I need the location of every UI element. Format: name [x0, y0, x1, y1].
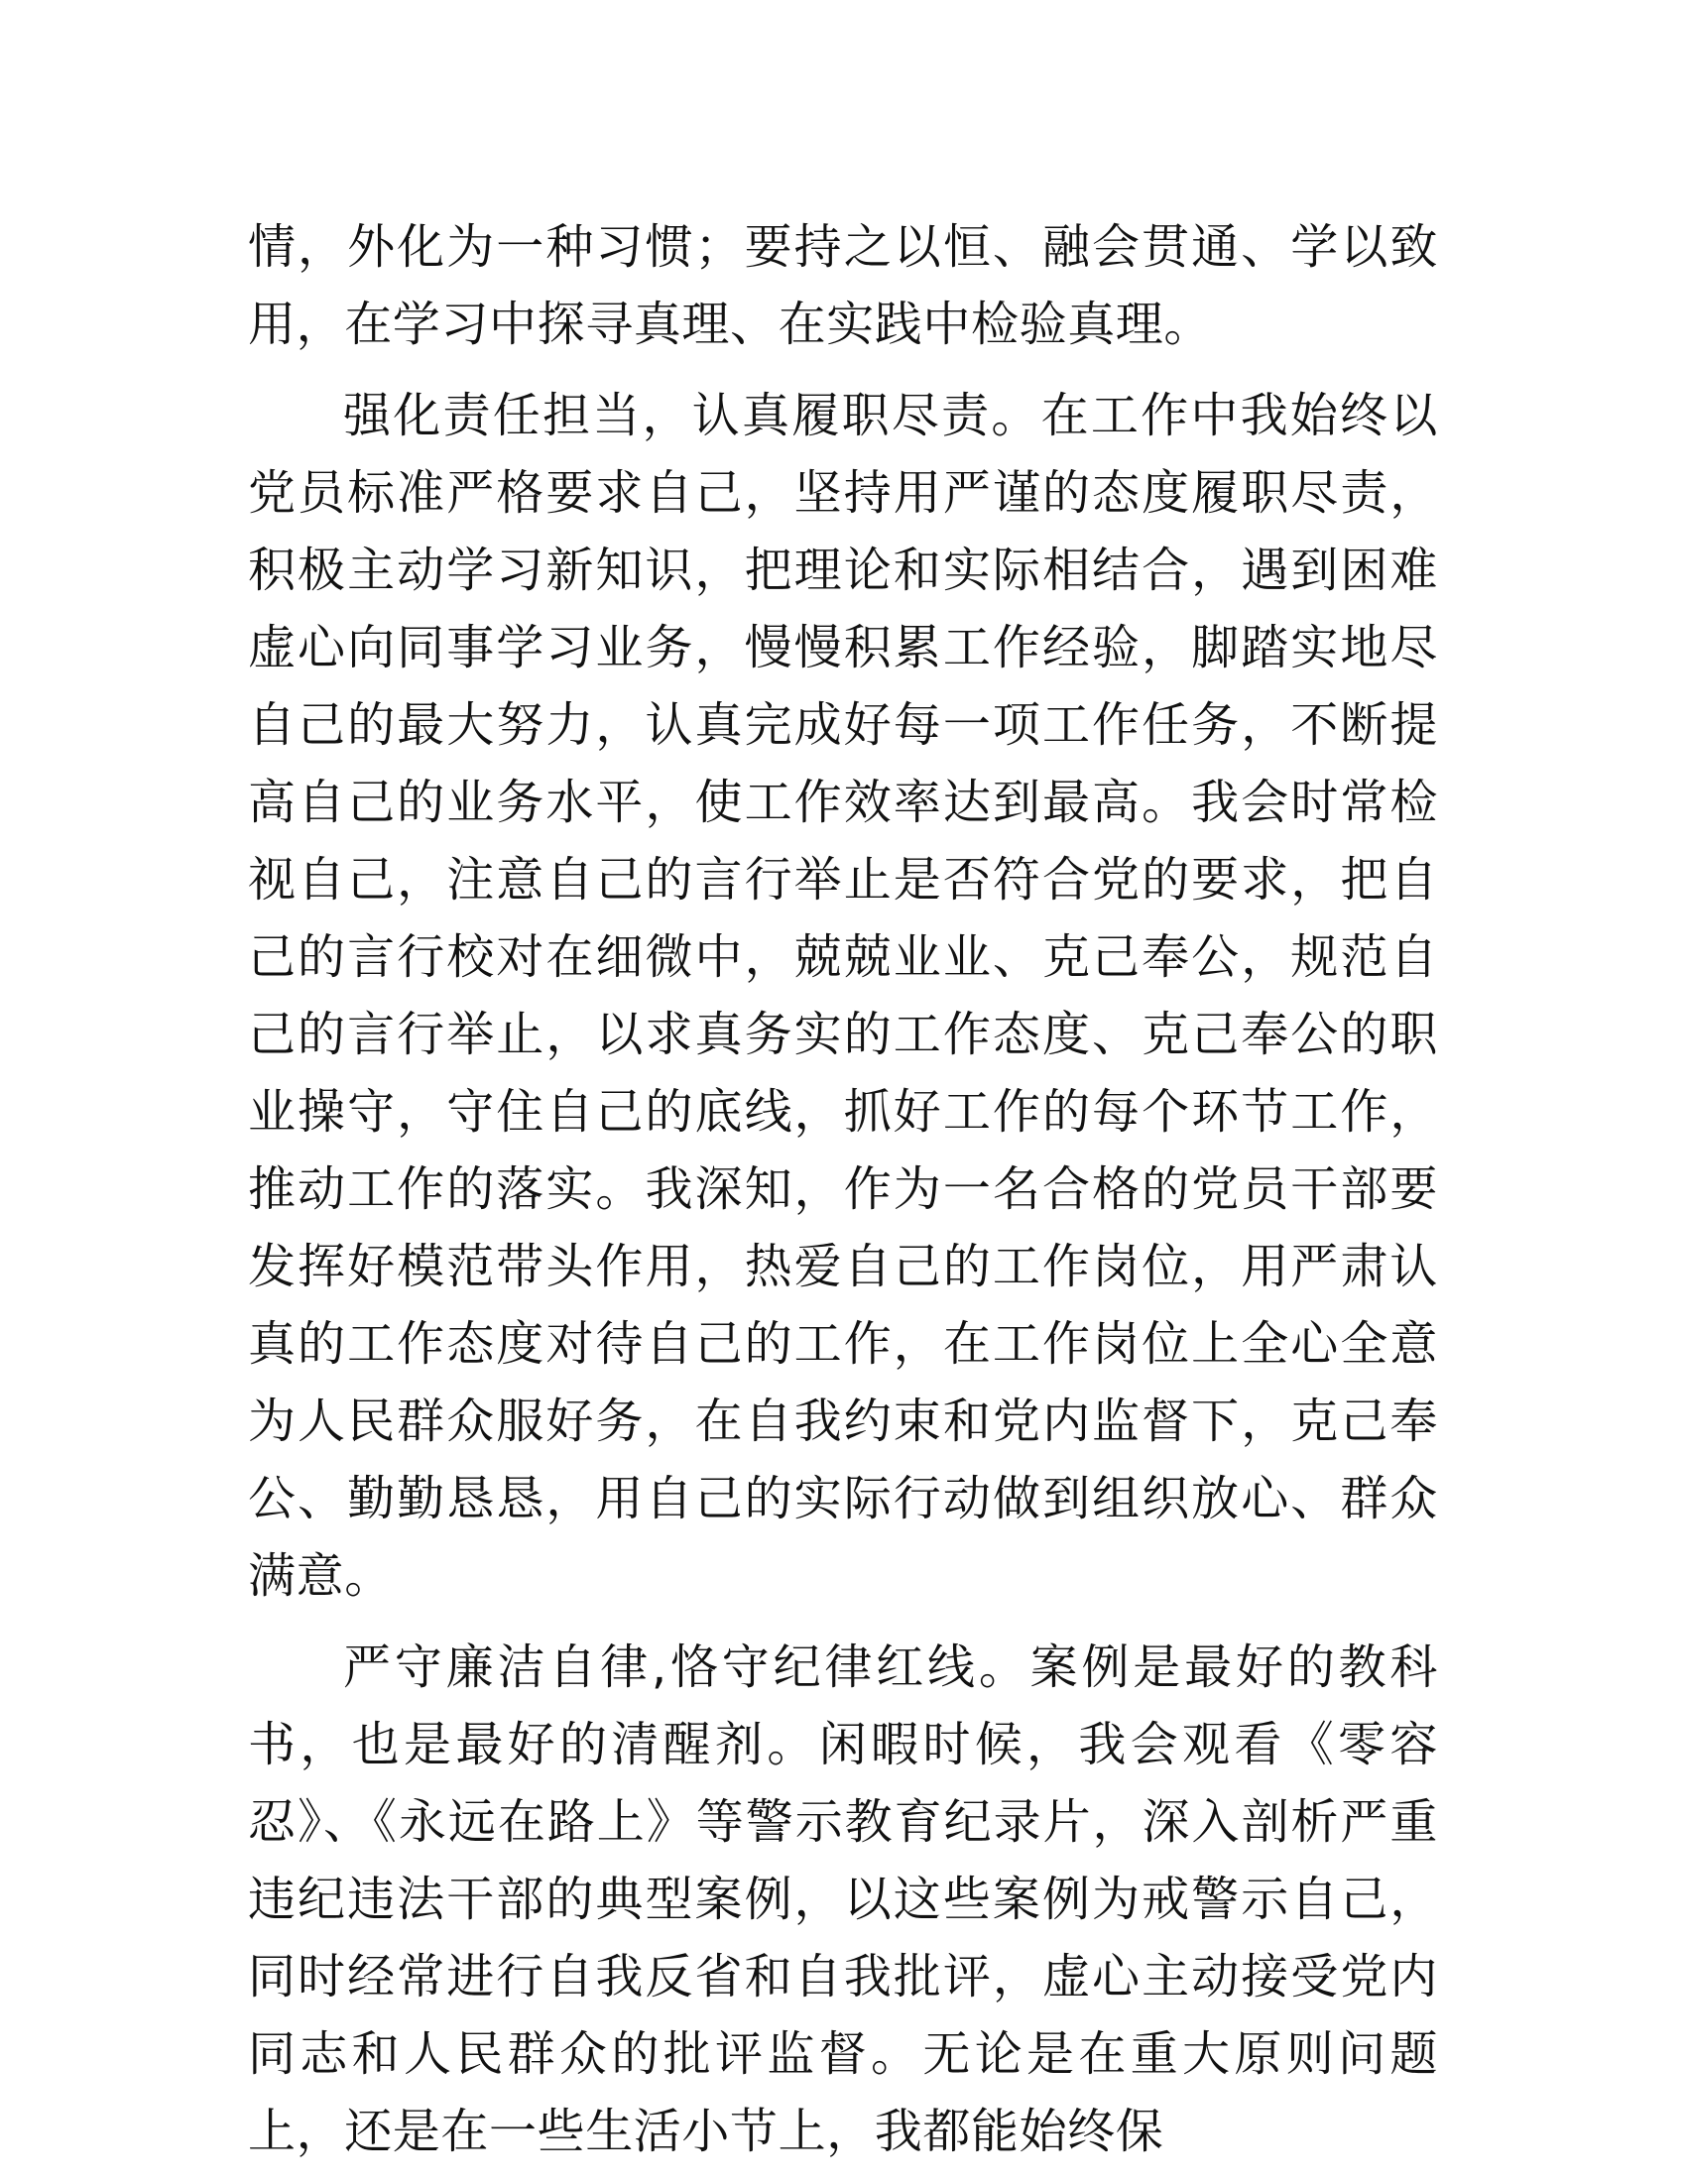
paragraph-3: 严守廉洁自律,恪守纪律红线。案例是最好的教科书，也是最好的清醒剂。闲暇时候，我会观看《零容忍》、《永远在路上》等警示教育纪录片，深入剖析严重违纪违法干部的典型案例，以这些案例为戒警示自己，同时经常进行自我反省和自我批评，虚心主动接受党内同志和人民群众的批评监督。无论是在重大原则问题上，还是在一些生活小节上，我都能始终保	[248, 1639, 1438, 2159]
document-body	[248, 208, 1438, 2184]
paragraph-2: 强化责任担当，认真履职尽责。在工作中我始终以党员标准严格要求自己，坚持用严谨的态度履职尽责，积极主动学习新知识，把理论和实际相结合，遇到困难虚心向同事学习业务，慢慢积累工作经验，脚踏实地尽自己的最大努力，认真完成好每一项工作任务，不断提高自己的业务水平，使工作效率达到最高。我会时常检视自己，注意自己的言行举止是否符合党的要求，把自己的言行校对在细微中，兢兢业业、克己奉公，规范自己的言行举止，以求真务实的工作态度、克己奉公的职业操守，守住自己的底线，抓好工作的每个环节工作，推动工作的落实。我深知，作为一名合格的党员干部要发挥好模范带头作用，热爱自己的工作岗位，用严肃认真的工作态度对待自己的工作，在工作岗位上全心全意为人民群众服好务，在自我约束和党内监督下，克己奉公、勤勤恳恳，用自己的实际行动做到组织放心、群众满意。	[248, 388, 1438, 1604]
paragraph-1: 情，外化为一种习惯；要持之以恒、融会贯通、学以致用，在学习中探寻真理、在实践中检验真理。	[248, 219, 1438, 352]
